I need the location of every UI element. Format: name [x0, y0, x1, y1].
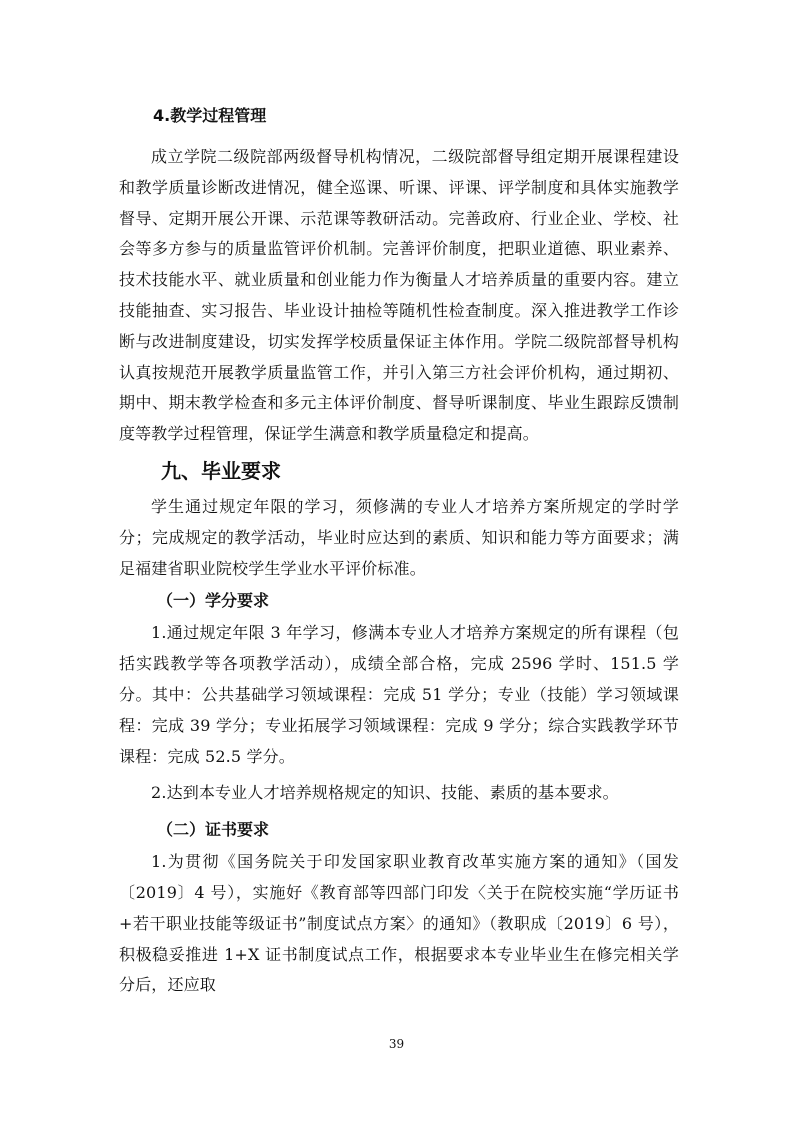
credit-requirements-paragraph-2: 2.达到本专业人才培养规格规定的知识、技能、素质的基本要求。 — [151, 783, 619, 803]
graduation-requirements-intro: 学生通过规定年限的学习，须修满的专业人才培养方案所规定的学时学分；完成规定的教学活动，毕业时应达到的素质、知识和能力等方面要求；满足福建省职业院校学生学业水平评价标准。 — [119, 496, 679, 578]
credit-requirements-paragraph-1: 1.通过规定年限 3 年学习，修满本专业人才培养方案规定的所有课程（包括实践教学等各项教学活动），成绩全部合格，完成 2596 学时、151.5 学分。其中：公共基础学习领域课程：完成 51 学分；专业（技能）学习领域课程：完成 39 学分；专业拓展学习领域课程：完成 9 学分；综合实践教学环节课程：完成 52.5 学分。 — [119, 623, 679, 766]
graduation-requirements-title: 九、毕业要求 — [161, 458, 281, 483]
credit-requirements-title: （一）学分要求 — [157, 591, 270, 611]
teaching-process-heading: 4.教学过程管理 — [153, 106, 267, 125]
teaching-process-paragraph: 成立学院二级院部两级督导机构情况，二级院部督导组定期开展课程建设和教学质量诊断改进情况，健全巡课、听课、评课、评学制度和具体实施教学督导、定期开展公开课、示范课等教研活动。完善政府、行业企业、学校、社会等多方参与的质量监管评价机制。完善评价制度，把职业道德、职业素养、技术技能水平、就业质量和创业能力作为衡量人才培养质量的重要内容。建立技能抽查、实习报告、毕业设计抽检等随机性检查制度。深入推进教学工作诊断与改进制度建设，切实发挥学校质量保证主体作用。学院二级院部督导机构认真按规范开展教学质量监管工作，并引入第三方社会评价机构，通过期初、期中、期末教学检查和多元主体评价制度、督导听课制度、毕业生跟踪反馈制度等教学过程管理，保证学生满意和教学质量稳定和提高。 — [119, 147, 679, 444]
page-number: 39 — [388, 1037, 405, 1051]
document-body — [119, 104, 679, 1001]
certificate-requirements-paragraph-1: 1.为贯彻《国务院关于印发国家职业教育改革实施方案的通知》（国发〔2019〕4 号），实施好《教育部等四部门印发〈关于在院校实施“学历证书+若干职业技能等级证书”制度试点方案〉的通知》（教职成〔2019〕6 号），积极稳妥推进 1+X 证书制度试点工作，根据要求本专业毕业生在修完相关学分后，还应取 — [119, 852, 679, 995]
certificate-requirements-title: （二）证书要求 — [157, 820, 270, 840]
